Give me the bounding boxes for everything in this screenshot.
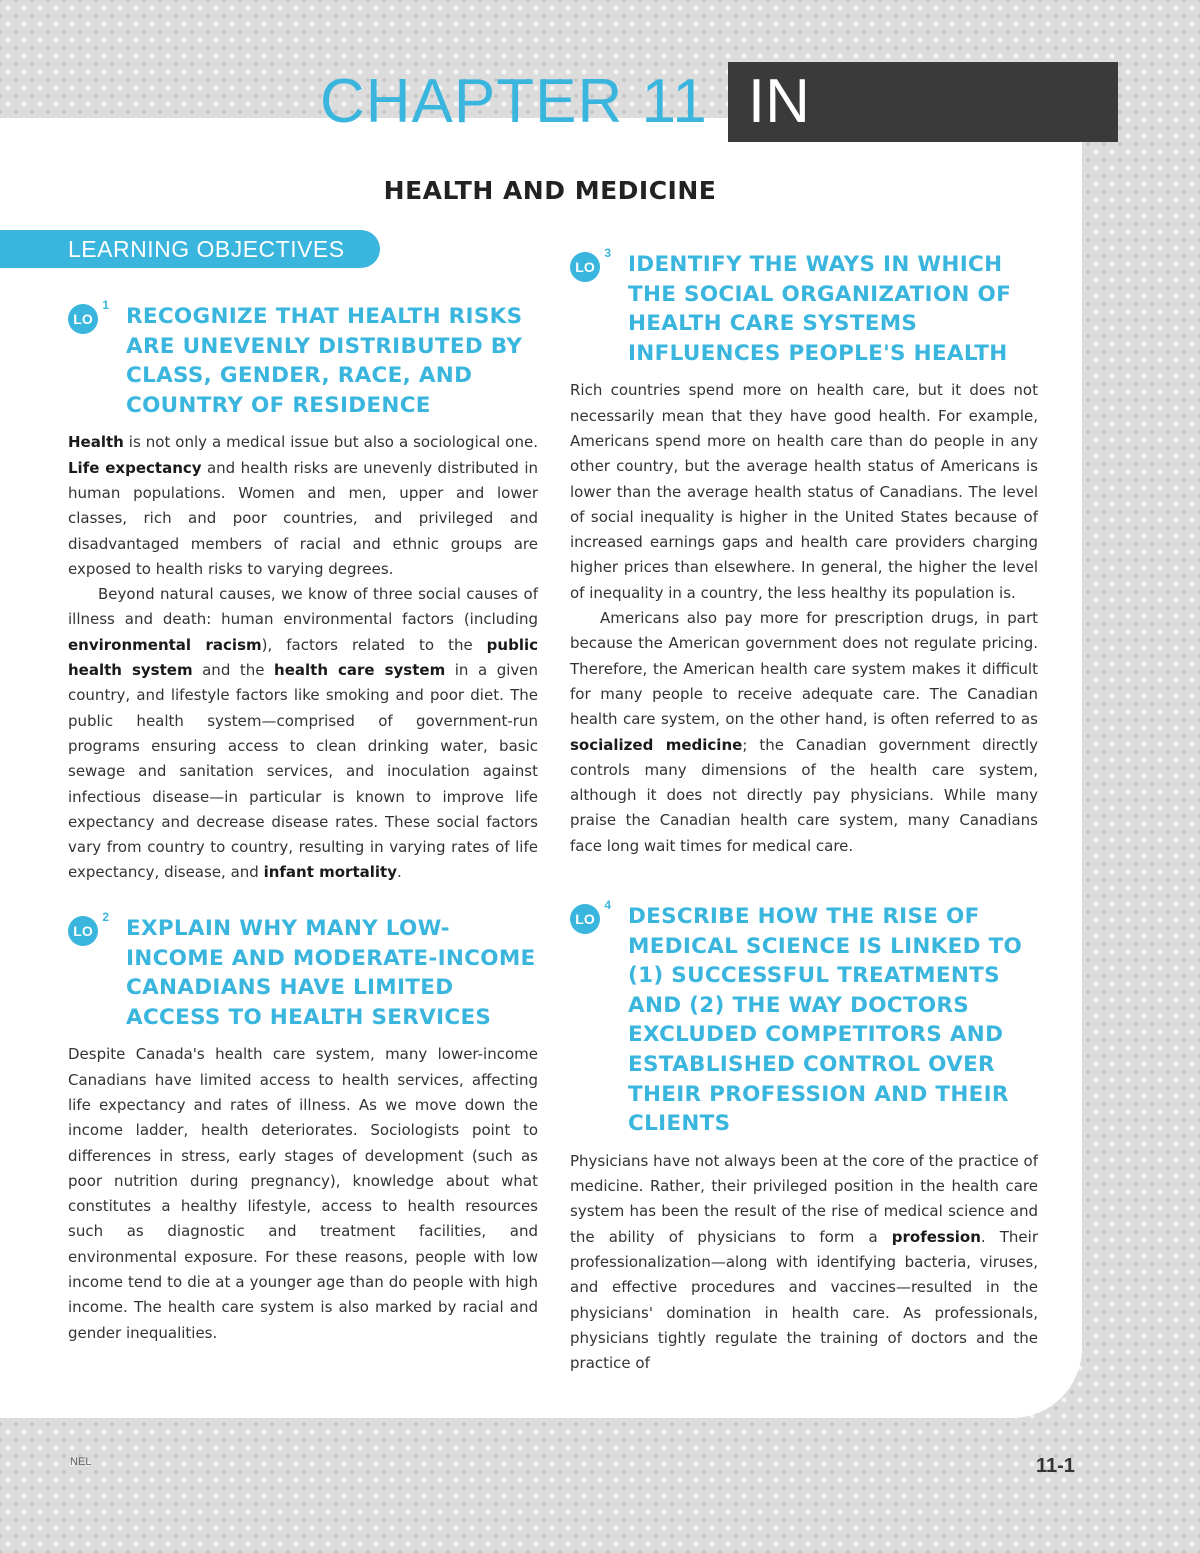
key-term: Health [68, 433, 124, 452]
objective-4 [570, 898, 1038, 1376]
lo-badge-icon: LO 4 [570, 904, 600, 934]
in-review-label: IN REVIEW [728, 62, 1118, 142]
objective-1 [68, 298, 538, 886]
lo-badge-icon: LO 2 [68, 916, 98, 946]
objective-title: RECOGNIZE THAT HEALTH RISKS ARE UNEVENLY DISTRIBUTED BY CLASS, GENDER, RACE, AND COUNTRY OF RESIDENCE [126, 304, 523, 418]
objective-3 [570, 246, 1038, 859]
objective-title: IDENTIFY THE WAYS IN WHICH THE SOCIAL ORGANIZATION OF HEALTH CARE SYSTEMS INFLUENCES PEOPLE'S HEALTH [628, 252, 1012, 366]
objective-body [68, 430, 538, 885]
lo-badge-icon: LO 3 [570, 252, 600, 282]
key-term: socialized medicine [570, 735, 743, 754]
body-paragraph: Beyond natural causes, we know of three social causes of illness and death: human environmental factors (including environmental racism), factors related to the public health system and the health care system in a given country, and lifestyle factors like smoking and poor diet. The public health system—comprised of government-run programs ensuring access to clean drinking water, basic sewage and sanitation services, and inoculation against infectious disease—in particular is known to improve life expectancy and decrease disease rates. These social factors vary from country to country, resulting in varying rates of life expectancy, disease, and infant mortality. [68, 585, 538, 882]
body-paragraph: Health is not only a medical issue but also a sociological one. Life expectancy and health risks are unevenly distributed in human populations. Women and men, upper and lower classes, rich and poor countries, and privileged and disadvantaged members of racial and ethnic groups are exposed to health risks to varying degrees. [68, 433, 538, 578]
objective-title: EXPLAIN WHY MANY LOW-INCOME AND MODERATE-INCOME CANADIANS HAVE LIMITED ACCESS TO HEALTH SERVICES [126, 916, 536, 1030]
objective-title: DESCRIBE HOW THE RISE OF MEDICAL SCIENCE IS LINKED TO (1) SUCCESSFUL TREATMENTS AND (2) THE WAY DOCTORS EXCLUDED COMPETITORS AND ESTABLISHED CONTROL OVER THEIR PROFESSION AND THEIR CLIENTS [628, 904, 1023, 1137]
lo-badge-icon: LO 1 [68, 304, 98, 334]
key-term: Life expectancy [68, 458, 202, 477]
body-paragraph: Americans also pay more for prescription drugs, in part because the American government does not regulate pricing. Therefore, the American health care system makes it difficult for many people to receive adequate care. The Canadian health care system, on the other hand, is often referred to as socialized medicine; the Canadian government directly controls many dimensions of the health care system, although it does not directly pay physicians. While many praise the Canadian health care system, many Canadians face long wait times for medical care. [570, 609, 1038, 855]
learning-objectives-banner: LEARNING OBJECTIVES [0, 230, 380, 268]
page-number: 11-1 [1036, 1455, 1075, 1477]
key-term: health care system [274, 661, 446, 680]
chapter-label: CHAPTER 11 [320, 67, 708, 136]
objective-2 [68, 910, 538, 1346]
key-term: infant mortality [263, 863, 397, 882]
key-term: profession [891, 1227, 981, 1246]
objective-body [68, 1042, 538, 1346]
objective-body [570, 1149, 1038, 1377]
objective-body [570, 378, 1038, 859]
body-paragraph: Rich countries spend more on health care, but it does not necessarily mean that they have good health. For example, Americans spend more on health care than do people in any other country, but the average health status of Americans is lower than the average health status of Canadians. The level of social inequality is higher in the United States because of increased earnings gaps and health care providers charging higher prices than elsewhere. In general, the higher the level of inequality in a country, the less healthy its population is. [570, 381, 1038, 602]
body-paragraph: Physicians have not always been at the core of the practice of medicine. Rather, their privileged position in the health care system has been the result of the rise of medical science and the ability of physicians to form a profession. Their professionalization—along with identifying bacteria, viruses, and effective procedures and vaccines—resulted in the physicians' domination in health care. As professionals, physicians tightly regulate the training of doctors and the practice of [570, 1151, 1038, 1373]
key-term: environmental racism [68, 635, 262, 654]
page-subtitle: HEALTH AND MEDICINE [383, 176, 717, 205]
body-paragraph: Despite Canada's health care system, many lower-income Canadians have limited access to health services, affecting life expectancy and rates of illness. As we move down the income ladder, health deteriorates. Sociologists point to differences in stress, early stages of development (such as poor nutrition during pregnancy), knowledge about what constitutes a healthy lifestyle, access to health resources such as diagnostic and treatment facilities, and environmental exposure. For these reasons, people with low income tend to die at a younger age than do people with high income. The health care system is also marked by racial and gender inequalities. [68, 1045, 538, 1342]
key-term: public health system [68, 635, 538, 680]
publisher-mark: NEL [70, 1456, 92, 1468]
